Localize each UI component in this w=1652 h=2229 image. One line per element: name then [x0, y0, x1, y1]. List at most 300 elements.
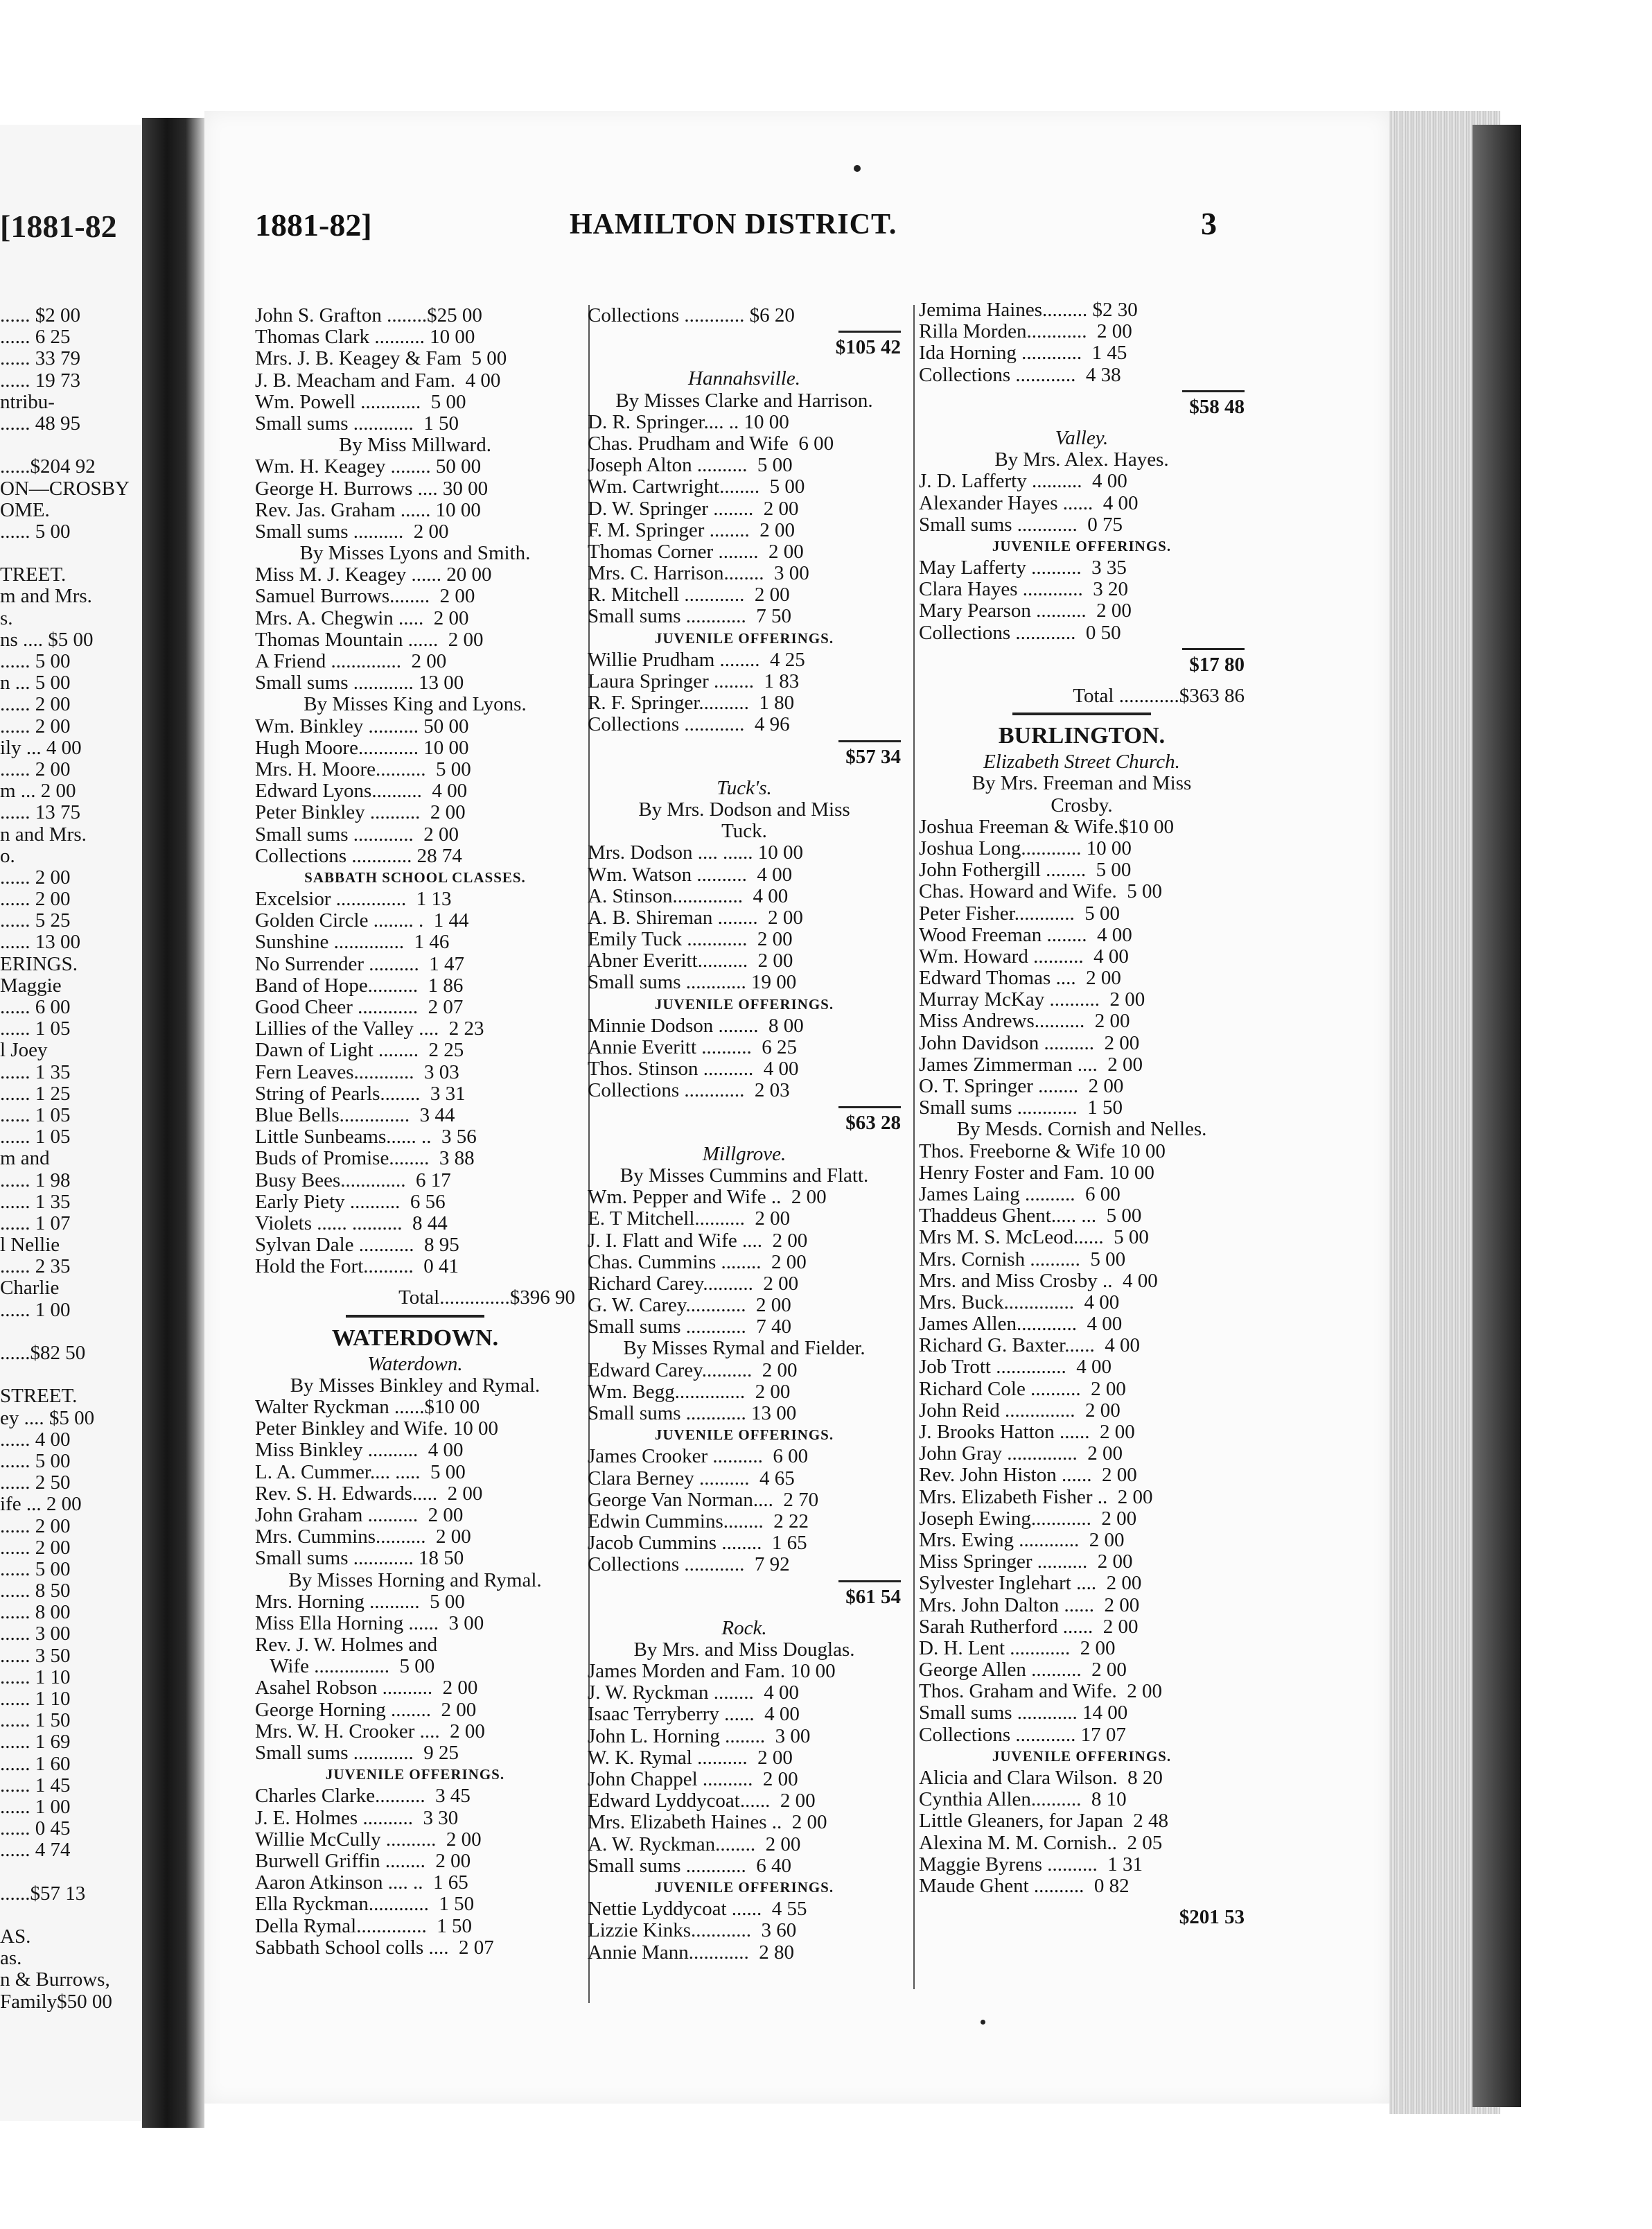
- ledger-entry: Wm. Powell ............ 5 00: [255, 391, 466, 413]
- left-page-line: ...... 1 69: [0, 1731, 71, 1754]
- left-page-line: ...... 1 00: [0, 1796, 71, 1818]
- left-page-line: ...... 0 45: [0, 1818, 71, 1840]
- ledger-entry: Lillies of the Valley .... 2 23: [255, 1018, 484, 1040]
- ledger-entry: Richard Cole .......... 2 00: [919, 1378, 1126, 1400]
- left-page-line: ...... 2 00: [0, 715, 71, 737]
- ledger-entry: J. I. Flatt and Wife .... 2 00: [588, 1230, 808, 1252]
- left-page-line: ife ... 2 00: [0, 1494, 82, 1516]
- left-page-line: ...... 2 35: [0, 1256, 71, 1278]
- subtotal-amount: $17 80: [1189, 653, 1245, 676]
- left-page-line: ...... 4 74: [0, 1839, 71, 1862]
- ledger-entry: George Van Norman.... 2 70: [588, 1489, 819, 1511]
- ledger-entry: Edwin Cummins........ 2 22: [588, 1510, 809, 1532]
- left-page-line: ...... 3 00: [0, 1623, 71, 1645]
- ledger-entry: J. Brooks Hatton ...... 2 00: [919, 1422, 1135, 1443]
- collector-heading: By Mesds. Cornish and Nelles.: [956, 1118, 1207, 1141]
- ledger-entry: Mrs. C. Harrison........ 3 00: [588, 563, 809, 585]
- collector-heading: By Misses Lyons and Smith.: [299, 542, 531, 565]
- ledger-entry: Fern Leaves............ 3 03: [255, 1061, 459, 1083]
- section-label: JUVENILE OFFERINGS.: [325, 1766, 505, 1783]
- ledger-entry: A. B. Shireman ........ 2 00: [588, 907, 803, 929]
- left-page-line: n ... 5 00: [0, 672, 71, 694]
- ledger-entry: Sarah Rutherford ...... 2 00: [919, 1616, 1139, 1638]
- ledger-entry: John Fothergill ........ 5 00: [919, 859, 1132, 882]
- ledger-entry: Hugh Moore............ 10 00: [255, 737, 469, 759]
- ledger-entry: Mrs. Cornish .......... 5 00: [919, 1248, 1126, 1270]
- spacer: [588, 1134, 901, 1144]
- circuit-heading: BURLINGTON.: [998, 723, 1166, 749]
- ledger-entry: Wm. Cartwright........ 5 00: [588, 476, 805, 498]
- ledger-entry: Collections ............ 0 50: [919, 622, 1121, 644]
- ledger-entry: Mrs. Elizabeth Fisher .. 2 00: [919, 1486, 1153, 1508]
- collector-heading: By Miss Millward.: [339, 434, 491, 457]
- section-label: SABBATH SCHOOL CLASSES.: [304, 868, 526, 886]
- ledger-entry: Wm. Howard .......... 4 00: [919, 945, 1129, 968]
- collector-heading: By Mrs. Freeman and Miss: [972, 772, 1192, 795]
- left-page-line: ...... 5 25: [0, 910, 71, 932]
- ledger-entry: Mrs M. S. McLeod...... 5 00: [919, 1227, 1149, 1249]
- ledger-entry: Peter Fisher............ 5 00: [919, 902, 1120, 925]
- sum-rule: [1182, 390, 1245, 392]
- ledger-entry: Excelsior .............. 1 13: [255, 889, 452, 911]
- page-number: 3: [1201, 206, 1217, 241]
- ledger-entry: Rilla Morden............ 2 00: [919, 321, 1132, 343]
- left-page-line: ...... 1 05: [0, 1018, 71, 1040]
- ledger-entry: Mrs. Ewing ............ 2 00: [919, 1529, 1125, 1551]
- ledger-entry: No Surrender .......... 1 47: [255, 953, 465, 975]
- left-page-line: ...... 1 10: [0, 1688, 71, 1710]
- left-page-line: ...... 2 50: [0, 1472, 71, 1494]
- ledger-entry: Mary Pearson .......... 2 00: [919, 600, 1132, 622]
- left-page-line: ...... 2 00: [0, 889, 71, 911]
- left-page-line: [0, 1364, 139, 1386]
- ledger-entry: Mrs. John Dalton ...... 2 00: [919, 1594, 1140, 1616]
- left-page-line: l Nellie: [0, 1234, 60, 1257]
- left-page-line: ily ... 4 00: [0, 737, 82, 759]
- ledger-entry: Maude Ghent .......... 0 82: [919, 1875, 1130, 1897]
- left-page-column: [0, 305, 139, 2013]
- ledger-entry: Clara Hayes ............ 3 20: [919, 579, 1129, 601]
- ledger-entry: O. T. Springer ........ 2 00: [919, 1076, 1124, 1097]
- ledger-entry: John Gray .............. 2 00: [919, 1443, 1123, 1465]
- ledger-entry: Richard Carey.......... 2 00: [588, 1273, 799, 1295]
- left-page-line: ......$57 13: [0, 1882, 86, 1905]
- ledger-entry: Thomas Corner ........ 2 00: [588, 541, 804, 563]
- print-speck: [854, 165, 861, 172]
- ledger-entry: Mrs. and Miss Crosby .. 4 00: [919, 1270, 1158, 1292]
- left-page-line: [0, 435, 139, 456]
- left-page-line: ...... 13 00: [0, 932, 80, 954]
- ledger-entry: Small sums ............ 1 50: [919, 1097, 1123, 1119]
- ledger-entry: Collections ............ 4 96: [588, 714, 790, 736]
- ledger-entry: Small sums ............ 14 00: [919, 1702, 1128, 1724]
- left-page-line: ...... 6 25: [0, 326, 71, 349]
- ledger-entry: Wm. Pepper and Wife .. 2 00: [588, 1187, 827, 1209]
- book-fore-edge: [1473, 125, 1521, 2107]
- ledger-entry: Henry Foster and Fam. 10 00: [919, 1162, 1154, 1184]
- ledger-entry: Small sums ............ 19 00: [588, 972, 797, 994]
- ledger-entry: J. E. Holmes .......... 3 30: [255, 1807, 459, 1829]
- ledger-entry: Nettie Lyddycoat ...... 4 55: [588, 1898, 807, 1921]
- ledger-entry: D. W. Springer ........ 2 00: [588, 498, 799, 520]
- section-label: JUVENILE OFFERINGS.: [992, 537, 1172, 554]
- sum-rule: [838, 331, 901, 333]
- left-page-line: as.: [0, 1948, 22, 1970]
- place-subheading: Valley.: [1055, 426, 1109, 449]
- left-page-line: ...... 6 00: [0, 997, 71, 1018]
- left-page-line: ...... 2 00: [0, 866, 71, 889]
- ledger-entry: Abner Everitt.......... 2 00: [588, 950, 793, 972]
- left-page-line: n & Burrows,: [0, 1969, 110, 1991]
- ledger-entry: Thos. Freeborne & Wife 10 00: [919, 1140, 1166, 1162]
- left-page-line: o.: [0, 845, 15, 867]
- ledger-entry: Small sums .......... 2 00: [255, 521, 449, 543]
- left-page-line: ...... 1 45: [0, 1774, 71, 1797]
- left-page-line: ...... 5 00: [0, 651, 71, 672]
- ledger-entry: Peter Binkley and Wife. 10 00: [255, 1418, 499, 1440]
- ledger-entry: Wm. H. Keagey ........ 50 00: [255, 456, 482, 478]
- left-page-line: ...... 1 07: [0, 1212, 71, 1234]
- ledger-entry: Thomas Clark .......... 10 00: [255, 326, 475, 349]
- ledger-entry: James Laing .......... 6 00: [919, 1183, 1121, 1205]
- ledger-entry: Violets ...... .......... 8 44: [255, 1212, 448, 1234]
- ledger-entry: Cynthia Allen.......... 8 10: [919, 1789, 1127, 1811]
- left-page-line: STREET.: [0, 1386, 78, 1408]
- total-line: Total ............$363 86: [1073, 685, 1245, 707]
- left-page-line: ...... 1 25: [0, 1083, 71, 1105]
- ledger-entry: Thos. Stinson .......... 4 00: [588, 1058, 799, 1081]
- spacer: [919, 1897, 1245, 1907]
- sum-rule: [1182, 648, 1245, 650]
- sum-rule: [838, 740, 901, 742]
- left-page-line: ...... 5 00: [0, 1558, 71, 1580]
- ledger-entry: Mrs. H. Moore.......... 5 00: [255, 758, 471, 780]
- collector-heading: By Mrs. and Miss Douglas.: [633, 1638, 855, 1661]
- ledger-entry: Buds of Promise........ 3 88: [255, 1148, 475, 1170]
- ledger-entry: L. A. Cummer.... ..... 5 00: [255, 1461, 466, 1483]
- ledger-entry: Charles Clarke.......... 3 45: [255, 1785, 471, 1808]
- ledger-entry: Small sums ............ 6 40: [588, 1855, 792, 1877]
- left-page-line: ......$82 50: [0, 1343, 86, 1364]
- ledger-entry: Little Sunbeams...... .. 3 56: [255, 1126, 477, 1148]
- ledger-entry: D. H. Lent ............ 2 00: [919, 1637, 1116, 1659]
- ledger-entry: Maggie Byrens .......... 1 31: [919, 1853, 1143, 1876]
- ledger-entry: James Zimmerman .... 2 00: [919, 1054, 1143, 1076]
- collector-heading: By Misses King and Lyons.: [304, 693, 527, 716]
- ledger-entry: Chas. Cummins ........ 2 00: [588, 1251, 807, 1273]
- print-speck: [981, 2020, 985, 2025]
- spacer: [255, 1277, 575, 1287]
- ledger-entry: James Morden and Fam. 10 00: [588, 1661, 836, 1683]
- ledger-entry: Willie Prudham ........ 4 25: [588, 649, 805, 671]
- ledger-entry: Ida Horning ............ 1 45: [919, 342, 1127, 365]
- ledger-entry: Mrs. Elizabeth Haines .. 2 00: [588, 1812, 827, 1834]
- ledger-entry: Mrs. A. Chegwin ..... 2 00: [255, 607, 469, 629]
- left-page-line: m and Mrs.: [0, 586, 92, 608]
- subtotal-amount: $105 42: [835, 336, 901, 359]
- left-page-line: ...... 8 00: [0, 1602, 71, 1624]
- ledger-entry: Miss M. J. Keagey ...... 20 00: [255, 564, 492, 586]
- column-divider: [913, 305, 915, 1989]
- left-page-header: [1881-82: [0, 209, 117, 244]
- ledger-entry: Aaron Atkinson .... .. 1 65: [255, 1872, 468, 1894]
- ledger-entry: Della Rymal.............. 1 50: [255, 1915, 472, 1937]
- ledger-entry: R. Mitchell ............ 2 00: [588, 584, 790, 606]
- book-gutter: [142, 118, 204, 2128]
- section-label: JUVENILE OFFERINGS.: [654, 629, 834, 647]
- ledger-entry: Small sums ............ 18 50: [255, 1548, 464, 1570]
- ledger-entry: George H. Burrows .... 30 00: [255, 478, 489, 500]
- ledger-entry: J. D. Lafferty .......... 4 00: [919, 471, 1127, 493]
- ledger-entry: Collections ............ 7 92: [588, 1554, 790, 1576]
- ledger-entry: Small sums ............ 1 50: [255, 412, 459, 435]
- ledger-entry: Samuel Burrows........ 2 00: [255, 586, 475, 608]
- ledger-entry: Golden Circle ........ . 1 44: [255, 910, 469, 932]
- left-page-line: ...... 1 05: [0, 1126, 71, 1148]
- ledger-entry: Mrs. Cummins.......... 2 00: [255, 1526, 471, 1548]
- collector-heading: By Misses Horning and Rymal.: [288, 1568, 542, 1591]
- left-page-line: [0, 1905, 139, 1926]
- ledger-entry: Small sums ............ 7 40: [588, 1316, 792, 1338]
- ledger-entry: Band of Hope.......... 1 86: [255, 974, 464, 997]
- left-page-line: ...... 8 50: [0, 1580, 71, 1602]
- ledger-entry: Edward Carey.......... 2 00: [588, 1359, 798, 1381]
- ledger-entry: Collections ............ 4 38: [919, 364, 1121, 386]
- ledger-entry: Collections ............ 28 74: [255, 845, 462, 867]
- ledger-entry: Isaac Terryberry ...... 4 00: [588, 1704, 800, 1726]
- ledger-entry: Annie Mann............ 2 80: [588, 1941, 795, 1964]
- left-page-line: m and: [0, 1148, 50, 1170]
- left-page-line: TREET.: [0, 564, 67, 586]
- collector-heading: By Mrs. Alex. Hayes.: [994, 448, 1169, 471]
- ledger-entry: Hold the Fort.......... 0 41: [255, 1256, 459, 1278]
- left-page-line: ...... 48 95: [0, 412, 80, 435]
- ledger-entry: Mrs. Buck.............. 4 00: [919, 1291, 1120, 1313]
- ledger-entry: Alexina M. M. Cornish.. 2 05: [919, 1832, 1163, 1854]
- ledger-entry: Dawn of Light ........ 2 25: [255, 1040, 464, 1062]
- left-page-line: ...... 33 79: [0, 348, 80, 370]
- left-page-line: ...... 2 00: [0, 758, 71, 780]
- ledger-entry: Burwell Griffin ........ 2 00: [255, 1850, 471, 1872]
- ledger-entry: George Allen .......... 2 00: [919, 1659, 1127, 1681]
- ledger-entry: Ella Ryckman............ 1 50: [255, 1894, 475, 1916]
- spacer: [919, 676, 1245, 685]
- ledger-entry: Rev. John Histon ...... 2 00: [919, 1465, 1137, 1487]
- left-page-line: ...... $2 00: [0, 305, 80, 326]
- left-page-line: l Joey: [0, 1040, 48, 1062]
- sum-rule: [838, 1106, 901, 1108]
- collector-heading: By Mrs. Dodson and Miss: [638, 798, 850, 821]
- ledger-entry: Edward Lyons.......... 4 00: [255, 780, 468, 803]
- left-page-line: ...... 1 35: [0, 1061, 71, 1083]
- left-page-line: ...... 1 98: [0, 1169, 71, 1191]
- total-line: Total..............$396 90: [398, 1286, 575, 1309]
- spacer: [588, 768, 901, 778]
- ledger-entry: Joseph Alton .......... 5 00: [588, 455, 793, 477]
- left-page-line: [0, 543, 139, 564]
- ledger-entry: James Crooker .......... 6 00: [588, 1446, 809, 1468]
- ledger-entry: Sylvester Inglehart .... 2 00: [919, 1573, 1142, 1595]
- ledger-entry: Miss Ella Horning ...... 3 00: [255, 1612, 484, 1634]
- ledger-entry: J. W. Ryckman ........ 4 00: [588, 1682, 799, 1704]
- place-subheading: Elizabeth Street Church.: [983, 751, 1180, 773]
- district-title: HAMILTON DISTRICT.: [570, 209, 897, 241]
- ledger-entry: Wood Freeman ........ 4 00: [919, 924, 1132, 946]
- ledger-entry: Busy Bees............. 6 17: [255, 1169, 451, 1191]
- ledger-entry: James Allen............ 4 00: [919, 1313, 1123, 1336]
- left-page-line: s.: [0, 607, 13, 629]
- ledger-entry: Rev. S. H. Edwards..... 2 00: [255, 1483, 483, 1505]
- left-page-line: ...... 3 50: [0, 1645, 71, 1667]
- spacer: [588, 358, 901, 368]
- left-page-line: ...... 13 75: [0, 802, 80, 824]
- ledger-entry: Jacob Cummins ........ 1 65: [588, 1532, 807, 1555]
- column-1: [255, 305, 575, 1959]
- subtotal-amount: $61 54: [845, 1585, 901, 1608]
- left-page-line: ...... 2 00: [0, 694, 71, 716]
- left-page-line: OME.: [0, 499, 50, 521]
- sum-rule: [838, 1580, 901, 1582]
- ledger-entry: Rev. Jas. Graham ...... 10 00: [255, 499, 481, 521]
- spacer: [919, 418, 1245, 428]
- ledger-entry: George Horning ........ 2 00: [255, 1699, 477, 1721]
- ledger-entry: Small sums ............ 2 00: [255, 823, 459, 846]
- ledger-entry: Collections ............ 2 03: [588, 1080, 790, 1102]
- left-page-line: ntribu-: [0, 391, 55, 413]
- ledger-entry: Good Cheer ............ 2 07: [255, 997, 464, 1018]
- ledger-entry: Job Trott .............. 4 00: [919, 1356, 1111, 1379]
- ledger-entry: Jemima Haines......... $2 30: [919, 299, 1138, 321]
- ledger-entry: Miss Andrews.......... 2 00: [919, 1011, 1130, 1033]
- ledger-entry: Chas. Prudham and Wife 6 00: [588, 432, 834, 455]
- ledger-entry: Miss Binkley .......... 4 00: [255, 1440, 464, 1462]
- section-label: JUVENILE OFFERINGS.: [654, 995, 834, 1013]
- ledger-entry: A. Stinson.............. 4 00: [588, 885, 789, 907]
- ledger-entry: Joshua Long............ 10 00: [919, 837, 1132, 859]
- left-page-line: ...... 1 10: [0, 1666, 71, 1688]
- left-page-line: ERINGS.: [0, 953, 78, 975]
- section-rule: [346, 1315, 484, 1318]
- ledger-entry: A. W. Ryckman........ 2 00: [588, 1833, 801, 1855]
- collector-heading: Crosby.: [1051, 794, 1113, 816]
- ledger-entry: Minnie Dodson ........ 8 00: [588, 1015, 804, 1037]
- ledger-entry: Emily Tuck ............ 2 00: [588, 929, 793, 951]
- subtotal-amount: $57 34: [845, 745, 901, 768]
- ledger-entry: Thomas Mountain ...... 2 00: [255, 629, 484, 651]
- ledger-entry: Annie Everitt .......... 6 25: [588, 1037, 798, 1058]
- ledger-entry: Edward Lyddycoat...... 2 00: [588, 1790, 816, 1812]
- ledger-entry: John Chappel .......... 2 00: [588, 1769, 798, 1790]
- ledger-entry: Collections ............ 17 07: [919, 1724, 1126, 1746]
- ledger-entry: John S. Grafton ........$25 00: [255, 305, 482, 326]
- section-rule: [1012, 713, 1151, 715]
- left-page-line: Charlie: [0, 1277, 60, 1300]
- left-page-line: ......$204 92: [0, 456, 96, 478]
- ledger-entry: Wm. Begg.............. 2 00: [588, 1381, 791, 1403]
- ledger-entry: Small sums ............ 13 00: [255, 672, 464, 694]
- ledger-entry: Blue Bells.............. 3 44: [255, 1104, 455, 1126]
- ledger-entry: Mrs. W. H. Crooker .... 2 00: [255, 1720, 485, 1742]
- left-page-line: [0, 1862, 139, 1883]
- ledger-entry: Chas. Howard and Wife. 5 00: [919, 881, 1163, 903]
- place-subheading: Waterdown.: [367, 1352, 463, 1375]
- subtotal-amount: $58 48: [1189, 395, 1245, 418]
- ledger-entry: A Friend .............. 2 00: [255, 651, 447, 672]
- ledger-entry: Clara Berney .......... 4 65: [588, 1467, 795, 1489]
- ledger-entry: G. W. Carey............ 2 00: [588, 1295, 791, 1317]
- ledger-entry: Edward Thomas .... 2 00: [919, 968, 1121, 990]
- place-subheading: Rock.: [721, 1616, 767, 1639]
- ledger-entry: Sabbath School colls .... 2 07: [255, 1937, 494, 1959]
- left-page-line: ...... 5 00: [0, 1450, 71, 1472]
- ledger-entry: Joseph Ewing............ 2 00: [919, 1507, 1137, 1530]
- ledger-entry: May Lafferty .......... 3 35: [919, 557, 1127, 579]
- ledger-entry: Thos. Graham and Wife. 2 00: [919, 1681, 1163, 1703]
- left-page-line: ns .... $5 00: [0, 629, 94, 651]
- collector-heading: By Misses Clarke and Harrison.: [615, 389, 873, 412]
- ledger-entry: String of Pearls........ 3 31: [255, 1083, 466, 1105]
- left-page-line: ...... 1 60: [0, 1753, 71, 1775]
- ledger-entry: Joshua Freeman & Wife.$10 00: [919, 816, 1174, 838]
- ledger-entry: Walter Ryckman ......$10 00: [255, 1397, 480, 1418]
- left-page-line: AS.: [0, 1926, 31, 1948]
- left-page-line: ...... 1 00: [0, 1299, 71, 1321]
- ledger-entry: Mrs. J. B. Keagey & Fam 5 00: [255, 348, 507, 370]
- subtotal-amount: $63 28: [845, 1111, 901, 1134]
- ledger-entry: Early Piety .......... 6 56: [255, 1191, 446, 1213]
- collector-heading: By Misses Cummins and Flatt.: [620, 1164, 869, 1187]
- collector-heading: By Misses Rymal and Fielder.: [623, 1337, 865, 1360]
- ledger-entry: Small sums ............ 0 75: [919, 514, 1123, 536]
- ledger-entry: Lizzie Kinks............ 3 60: [588, 1920, 797, 1942]
- ledger-entry: Rev. J. W. Holmes and: [255, 1634, 438, 1657]
- ledger-entry: Small sums ............ 13 00: [588, 1403, 797, 1424]
- ledger-entry: Mrs. Dodson .... ...... 10 00: [588, 842, 803, 864]
- column-2: [588, 305, 901, 1964]
- ledger-entry: Murray McKay .......... 2 00: [919, 989, 1145, 1011]
- left-page-line: ...... 1 35: [0, 1191, 71, 1213]
- collector-heading: Tuck.: [721, 820, 767, 843]
- section-label: JUVENILE OFFERINGS.: [992, 1747, 1172, 1765]
- circuit-heading: WATERDOWN.: [331, 1325, 499, 1351]
- left-page-line: ...... 1 05: [0, 1104, 71, 1126]
- ledger-entry: R. F. Springer.......... 1 80: [588, 692, 795, 715]
- ledger-entry: Little Gleaners, for Japan 2 48: [919, 1810, 1168, 1833]
- section-label: JUVENILE OFFERINGS.: [654, 1426, 834, 1444]
- ledger-entry: Laura Springer ........ 1 83: [588, 671, 800, 692]
- ledger-entry: Peter Binkley .......... 2 00: [255, 802, 466, 824]
- ledger-entry: E. T Mitchell.......... 2 00: [588, 1208, 791, 1230]
- left-page-line: Family$50 00: [0, 1991, 112, 2013]
- place-subheading: Hannahsville.: [688, 367, 800, 390]
- page-year: 1881-82]: [255, 207, 372, 243]
- column-3: [919, 299, 1245, 1928]
- place-subheading: Tuck's.: [717, 776, 772, 799]
- spacer: [588, 1608, 901, 1618]
- left-page-line: ey .... $5 00: [0, 1407, 95, 1429]
- left-page-line: ...... 2 00: [0, 1515, 71, 1537]
- ledger-entry: Sunshine .............. 1 46: [255, 932, 450, 954]
- ledger-entry: F. M. Springer ........ 2 00: [588, 519, 795, 541]
- left-page-line: ...... 5 00: [0, 521, 71, 543]
- section-label: JUVENILE OFFERINGS.: [654, 1878, 834, 1896]
- ledger-entry: John Graham .......... 2 00: [255, 1504, 464, 1526]
- ledger-entry: Richard G. Baxter...... 4 00: [919, 1335, 1140, 1357]
- left-page-line: ...... 2 00: [0, 1537, 71, 1559]
- ledger-entry: Wife ............... 5 00: [255, 1656, 435, 1678]
- ledger-entry: Small sums ............ 7 50: [588, 606, 792, 628]
- left-page-line: ...... 1 50: [0, 1710, 71, 1732]
